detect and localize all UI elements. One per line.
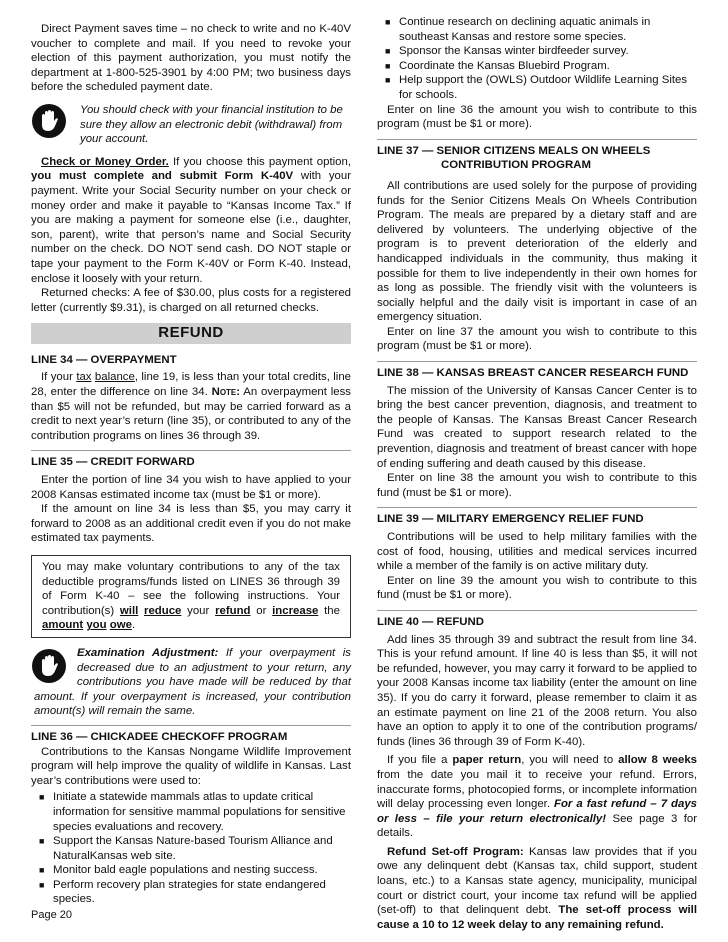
paper-text-c: , you will need to — [521, 754, 619, 767]
paper-text-d: allow 8 weeks — [618, 754, 698, 767]
box-you: you — [86, 619, 107, 632]
divider — [377, 361, 697, 362]
exam-text — [31, 646, 351, 719]
list-item: ■ Monitor bald eagle populations and nesting success. — [31, 863, 351, 878]
list-item: ■ Continue research on declining aquatic animals in southeast Kansas and restore some species. — [377, 15, 697, 44]
line34-text-b: , line 19, is less than your total credits, line 28, enter the difference on line 34. — [31, 371, 351, 399]
direct-payment-paragraph: Direct Payment saves time – no check to write and no K-40V voucher to complete and mail. If you need to revoke your election of this payment authorization, you must notify the department at 1-800-525-3901 by 4:00 PM; two business days before the scheduled payment date. — [31, 23, 351, 94]
divider — [377, 507, 697, 508]
list-item: ■ Sponsor the Kansas winter birdfeeder survey. — [377, 44, 697, 59]
paper-text-b: paper return — [452, 754, 522, 767]
list-item: ■ Coordinate the Kansas Bluebird Program. — [377, 59, 697, 74]
setoff-title: Refund Set-off Program: — [387, 845, 524, 858]
divider — [377, 139, 697, 140]
line39-heading: LINE 39 — MILITARY EMERGENCY RELIEF FUND — [377, 513, 644, 526]
line34-tax: tax — [76, 371, 92, 384]
check-title: Check or Money Order. — [41, 155, 169, 168]
paper-return-paragraph — [377, 753, 697, 841]
list-item: ■ Perform recovery plan strategies for state endangered species. — [31, 878, 351, 907]
line34-paragraph — [31, 370, 351, 443]
examination-note — [31, 646, 351, 719]
line34-heading: LINE 34 — OVERPAYMENT — [31, 353, 177, 366]
stop-hand-icon — [31, 648, 67, 684]
line37-heading — [377, 144, 697, 173]
line36-list-continued — [377, 15, 697, 103]
setoff-text-a: Kansas law provides that if you owe any delinquent debt (Kansas tax, child support, student loans, etc.) to a Kansas state agency, municipality, municipal court or district court, your income tax refund will be applied (set-off) to that delinquent debt. — [377, 845, 698, 917]
box-your: your — [187, 604, 210, 617]
page-number: Page 20 — [31, 909, 72, 921]
line39-enter: Enter on line 39 the amount you wish to contribute to this fund (must be $1 or more). — [377, 574, 697, 602]
line38-enter: Enter on line 38 the amount you wish to contribute to this fund (must be $1 or more). — [377, 472, 697, 499]
line34-text-a: If your — [41, 371, 77, 384]
line38-paragraph: The mission of the University of Kansas Cancer Center is to bring the best cancer prevention, diagnosis, and treatment to the people of Kansas. The Kansas Breast Cancer Research Fund was created to support research related to the prevention, diagnosis and treatment of breast cancer with hope of ending suffering and death caused by this disease. — [377, 384, 697, 470]
divider — [31, 725, 351, 726]
box-the: the — [324, 604, 340, 617]
line38-heading: LINE 38 — KANSAS BREAST CANCER RESEARCH FUND — [377, 367, 689, 380]
box-owe: owe — [109, 619, 132, 632]
line34-note: Note: — [211, 386, 241, 399]
exam-body: If your overpayment is decreased due to an adjustment to your return, any contributions you have made will be reduced by that amount. If your overpayment is increased, your contribution amount(s) will remain the same. — [34, 646, 351, 718]
box-text: You may make voluntary contributions to any of the tax deductible programs/funds listed on LINES 36 through 39 of Form K-40 – see the following instructions. Your contribution(s) will reduce your refund or increase the amount you owe. — [42, 561, 340, 632]
paper-text-g: See page 3 for details. — [377, 812, 697, 840]
right-column — [377, 16, 698, 932]
line37-paragraph: All contributions are used solely for the purpose of providing funds for the Senior Citizens Meals On Wheels Contribution Program. The meals are prepared by a dietary staff and are delivered by volunteers. The underlying objective of the program is to prevent deterioration of the elderly and handicapped individuals in the community, thus making it possible for them to live independently in their own homes for as long as possible. The friendly visit with the volunteers is socially helpful and the daily visit is important in case of an emergency situation. — [377, 179, 697, 324]
line35-heading: LINE 35 — CREDIT FORWARD — [31, 456, 195, 469]
line37-heading-line2: CONTRIBUTION PROGRAM — [441, 159, 591, 172]
left-column — [31, 22, 351, 907]
line36-list — [31, 790, 351, 907]
financial-institution-note — [31, 103, 351, 147]
check-bold: you must complete and submit Form K-40V — [31, 170, 294, 183]
line37-enter: Enter on line 37 the amount you wish to contribute to this program (must be $1 or more). — [377, 325, 697, 353]
line39-paragraph: Contributions will be used to help military families with the cost of food, housing, utilities and medical services incurred while a member of the family is on active military duty. — [377, 531, 697, 573]
box-or: or — [256, 604, 267, 617]
check-text-2: with your payment. Write your Social Security number on your check or money order and make it payable to “Kansas Income Tax.” If you are making a payment for someone else (i.e., daughter, son, parent), write that person’s name and Social Security number on the check. DO NOT send cash. DO NOT staple or tape your payment to the Form K-40V or Form K-40. Instead, enclose it loosely with your return. — [31, 170, 351, 285]
divider — [377, 610, 697, 611]
line35-paragraph-2: If the amount on line 34 is less than $5, you may carry it forward to 2008 as an additional credit even if you do not make estimated tax payments. — [31, 503, 351, 545]
setoff-paragraph — [377, 845, 697, 933]
line34-text-c: An overpayment less than $5 will not be refunded, but may be carried forward as a credit to next year’s return (line 35), or contributed to any of the contribution programs on lines 36 through 39. — [31, 386, 351, 442]
line36-paragraph: Contributions to the Kansas Nongame Wildlife Improvement program will help improve the quality of wildlife in Kansas. Last year’s contributions were used to: — [31, 745, 351, 787]
line40-paragraph: Add lines 35 through 39 and subtract the result from line 34. This is your refund amount. If line 40 is less than $5, it will not be refunded, however, you may carry it forward to be applied to your 2008 Kansas income tax liability (enter the amount on line 35). If you do carry it forward, please remember to claim it as an estimate payment on line 21 of the 2008 return. You also have an option to apply it to one of the contribution programs/ funds (lines 36 through 39 of Form K-40). — [377, 633, 697, 748]
returned-checks-paragraph: Returned checks: A fee of $30.00, plus costs for a registered letter (currently $9.31), is charged on all returned checks. — [31, 287, 351, 314]
line36-heading: LINE 36 — CHICKADEE CHECKOFF PROGRAM — [31, 730, 288, 743]
paper-text-f: For a fast refund – 7 days or less – file your return electronically! — [377, 798, 697, 825]
box-increase: increase — [272, 604, 319, 617]
divider — [31, 450, 351, 451]
box-amount: amount — [42, 619, 84, 632]
box-refund: refund — [215, 604, 251, 617]
box-text-a: You may make voluntary contributions to any of the tax deductible programs/funds listed on LINES 36 through 39 of Form K-40 – see the following instructions. Your contribution(s) — [42, 561, 340, 617]
check-money-order-paragraph — [31, 155, 351, 286]
line34-balance: balance — [94, 371, 135, 384]
list-item: ■ Initiate a statewide mammals atlas to update critical information for sensitive mammal populations for sensitive species evaluations and recovery. — [31, 790, 351, 834]
stop-hand-icon — [31, 103, 67, 139]
line35-paragraph-1: Enter the portion of line 34 you wish to have applied to your 2008 Kansas estimated income tax (must be $1 or more). — [31, 474, 351, 501]
line37-heading-line1: LINE 37 — SENIOR CITIZENS MEALS ON WHEELS — [377, 144, 651, 157]
check-text-1: If you choose this payment option, — [168, 155, 352, 168]
paper-text-e: from the date you mail it to receive your refund. Errors, inaccurate forms, photocopied forms, or incomplete information will delay processing even longer. — [377, 768, 697, 811]
note-text: You should check with your financial institution to be sure they allow an electronic debit (withdrawal) from your account. — [80, 103, 343, 146]
list-item: ■ Support the Kansas Nature-based Tourism Alliance and NaturalKansas web site. — [31, 834, 351, 863]
list-item: ■ Help support the (OWLS) Outdoor Wildlife Learning Sites for schools. — [377, 73, 697, 102]
refund-banner: REFUND — [31, 323, 351, 344]
exam-title: Examination Adjustment: — [77, 646, 219, 659]
setoff-text-b: The set-off process will cause a 10 to 12 week delay to any remaining refund. — [377, 904, 697, 931]
paper-text-a: If you file a — [387, 754, 453, 767]
contributions-box — [31, 555, 351, 638]
line36-enter: Enter on line 36 the amount you wish to contribute to this program (must be $1 or more). — [377, 103, 697, 131]
line40-heading: LINE 40 — REFUND — [377, 615, 484, 628]
box-will: will — [119, 604, 139, 617]
box-reduce: reduce — [144, 604, 182, 617]
